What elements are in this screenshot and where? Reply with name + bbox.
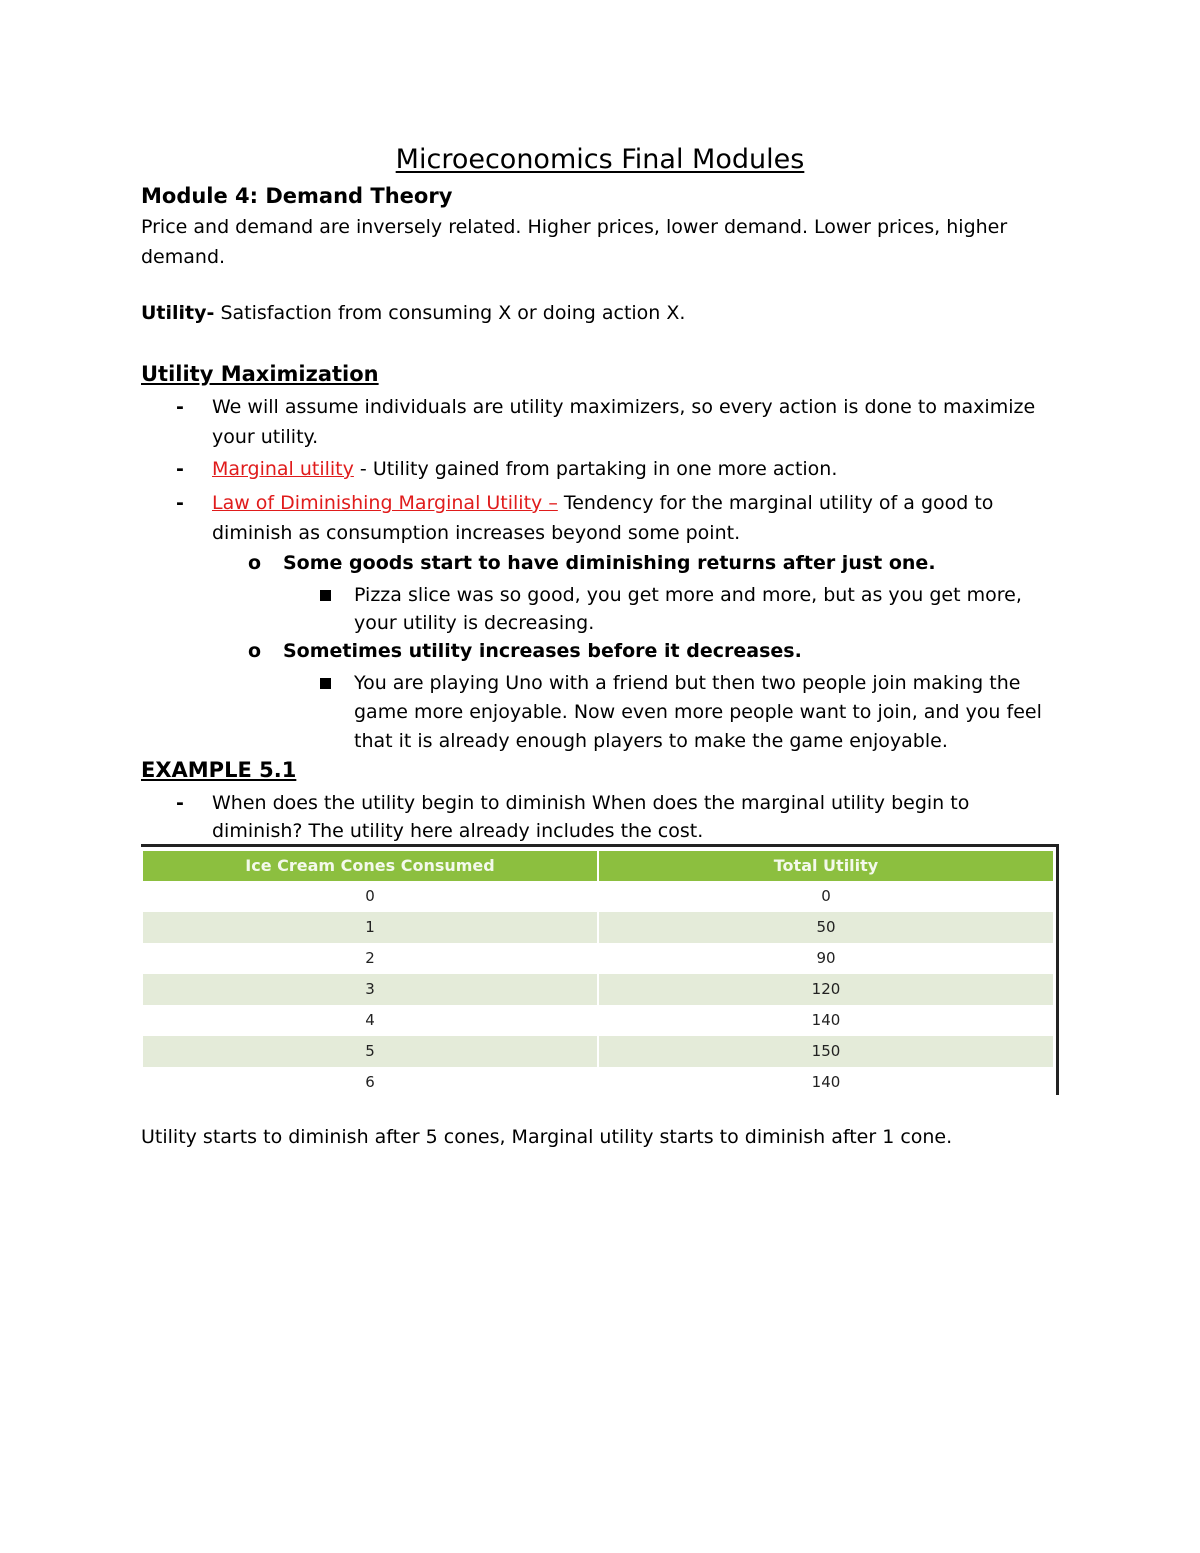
table-cell-utility: 150 [811, 1042, 841, 1060]
bullet-3-line-2: diminish as consumption increases beyond some point. [212, 522, 741, 544]
bullet-dash: - [176, 792, 184, 814]
table-row [143, 974, 1053, 1005]
table-row [143, 1067, 1053, 1098]
example-question-line-2: diminish? The utility here already includes the cost. [212, 820, 704, 842]
sub-bullet-2: Sometimes utility increases before it decreases. [283, 640, 802, 662]
table-cell-cones: 6 [143, 1067, 599, 1098]
section-heading-utility-maximization: Utility Maximization [141, 362, 379, 386]
table-cell-utility: 0 [821, 887, 831, 905]
sub-bullet-2-item-line-2: game more enjoyable. Now even more people want to join, and you feel [354, 701, 1042, 723]
bullet-dash: - [176, 458, 184, 480]
bullet-1-line-2: your utility. [212, 426, 319, 448]
marginal-utility-term: Marginal utility [212, 458, 354, 480]
table-row [143, 912, 1053, 943]
table-cell-cones: 1 [143, 912, 599, 943]
table-cell-utility: 120 [811, 980, 841, 998]
table-header-total-utility: Total Utility [773, 856, 879, 875]
table-header-row [143, 851, 1053, 881]
table-cell-cones: 0 [143, 881, 599, 912]
sub-bullet-2-item-line-3: that it is already enough players to make the game enjoyable. [354, 730, 948, 752]
law-diminishing-term: Law of Diminishing Marginal Utility – [212, 492, 558, 514]
table-cell-cones: 4 [143, 1005, 599, 1036]
conclusion-text: Utility starts to diminish after 5 cones, Marginal utility starts to diminish after 1 cone. [141, 1126, 953, 1148]
utility-table [141, 844, 1059, 1095]
intro-line-1: Price and demand are inversely related. Higher prices, lower demand. Lower prices, higher [141, 216, 1008, 238]
sub-bullet-1-item-line-2: your utility is decreasing. [354, 612, 595, 634]
bullet-dash: - [176, 492, 184, 514]
table-row [143, 943, 1053, 974]
table-cell-utility: 140 [811, 1073, 841, 1091]
utility-def-text: Satisfaction from consuming X or doing action X. [214, 302, 686, 324]
table-cell-cones: 2 [143, 943, 599, 974]
bullet-2 [212, 458, 837, 480]
bullet-dash: - [176, 396, 184, 418]
table-cell-cones: 5 [143, 1036, 599, 1067]
example-heading: EXAMPLE 5.1 [141, 758, 297, 782]
circle-bullet: o [248, 640, 262, 662]
bullet-2-text: - Utility gained from partaking in one more action. [353, 458, 838, 480]
utility-definition [141, 302, 685, 324]
table-row [143, 1005, 1053, 1036]
table-row [143, 1036, 1053, 1067]
square-bullet-icon [320, 590, 331, 601]
table-cell-cones: 3 [143, 974, 599, 1005]
circle-bullet: o [248, 552, 262, 574]
table-cell-utility: 140 [811, 1011, 841, 1029]
table-header-cones: Ice Cream Cones Consumed [143, 851, 599, 881]
table-cell-utility: 90 [816, 949, 836, 967]
utility-table-body [143, 851, 1053, 1098]
sub-bullet-1: Some goods start to have diminishing returns after just one. [283, 552, 936, 574]
bullet-1-line-1: We will assume individuals are utility maximizers, so every action is done to maximize [212, 396, 1036, 418]
sub-bullet-2-item-line-1: You are playing Uno with a friend but then two people join making the [354, 672, 1021, 694]
utility-term: Utility- [141, 302, 215, 324]
square-bullet-icon [320, 678, 331, 689]
page-title: Microeconomics Final Modules [395, 144, 805, 175]
example-question-line-1: When does the utility begin to diminish When does the marginal utility begin to [212, 792, 970, 814]
bullet-3-line-1 [212, 492, 993, 514]
intro-line-2: demand. [141, 246, 226, 268]
table-cell-utility: 50 [816, 918, 836, 936]
bullet-3-text: Tendency for the marginal utility of a good to [557, 492, 994, 514]
table-row [143, 881, 1053, 912]
module-heading: Module 4: Demand Theory [141, 184, 453, 208]
sub-bullet-1-item-line-1: Pizza slice was so good, you get more and more, but as you get more, [354, 584, 1022, 606]
